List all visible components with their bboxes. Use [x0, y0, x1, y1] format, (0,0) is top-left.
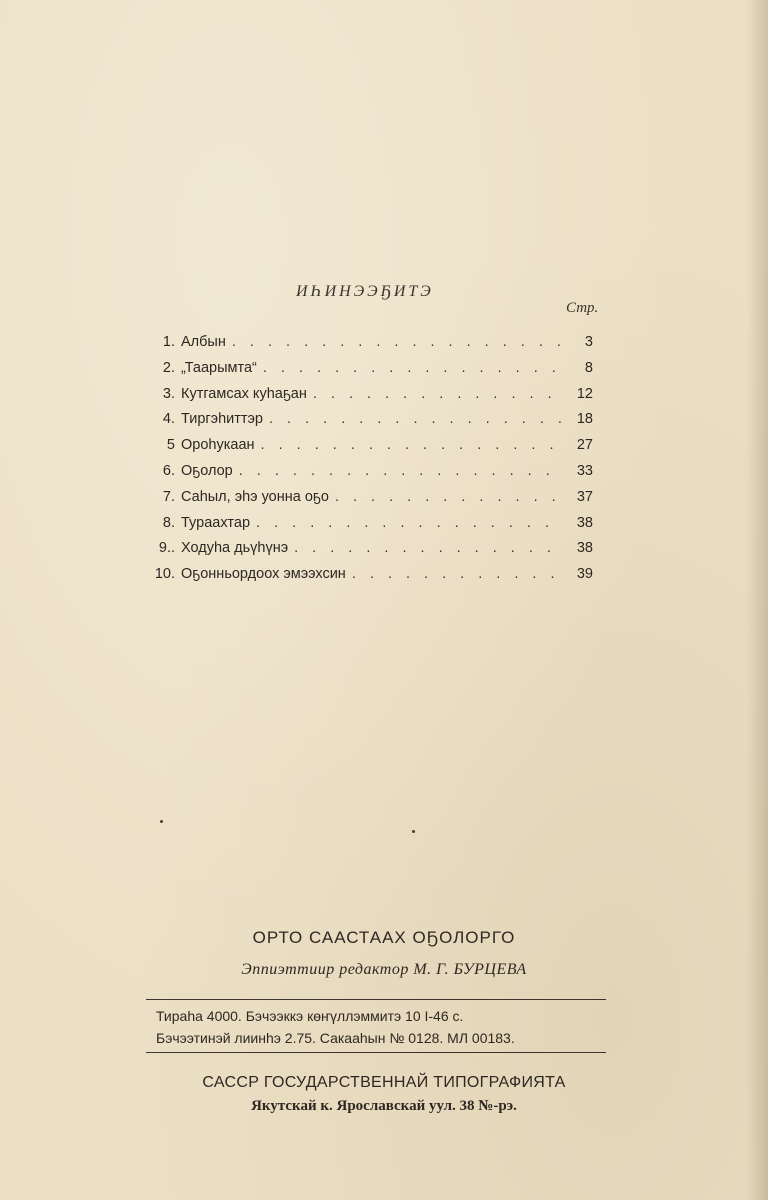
toc-row — [145, 437, 593, 463]
toc-item-number: 8. — [162, 514, 175, 531]
toc-leader-dots — [313, 386, 561, 402]
toc-item-page: 33 — [576, 462, 593, 479]
toc-leader-dots — [269, 411, 561, 427]
toc-leader-dots — [256, 515, 561, 531]
page-edge-shadow — [746, 0, 768, 1200]
toc-item-number: 7. — [162, 488, 175, 505]
imprint-editor: Эппиэттиир редактор М. Г. БУРЦЕВА — [241, 961, 527, 978]
toc-item-page: 38 — [576, 540, 593, 557]
toc-item-title: Ороһукаан — [181, 437, 255, 454]
toc-item-page: 8 — [584, 359, 593, 376]
toc-item-page: 27 — [576, 437, 593, 454]
paper-speck — [160, 820, 163, 823]
toc-item-number: 3. — [162, 385, 175, 402]
paper-speck — [412, 830, 415, 833]
imprint-rule-top — [146, 999, 606, 1000]
toc-row — [145, 360, 593, 386]
toc-item-number: 4. — [162, 411, 175, 428]
toc-row — [145, 566, 593, 592]
toc-row — [145, 515, 593, 541]
toc-leader-dots — [232, 334, 561, 350]
imprint-audience-title: ОРТО СААСТААХ ОҔОЛОРГО — [252, 928, 516, 947]
toc-item-page: 12 — [576, 385, 593, 402]
toc-item-title: Тураахтар — [181, 514, 251, 531]
toc-item-page: 18 — [576, 411, 593, 428]
toc-leader-dots — [261, 437, 561, 453]
toc-item-number: 10. — [154, 566, 175, 583]
toc-row — [145, 463, 593, 489]
toc-item-number: 5 — [166, 437, 175, 454]
toc-item-page: 39 — [576, 566, 593, 583]
toc-item-title: Кутгамсах куһаҕан — [181, 385, 307, 402]
print-info-line-2: Бэчээтинэй лиинһэ 2.75. Сакааһын № 0128. МЛ 00183. — [156, 1030, 515, 1046]
toc-item-number: 9.. — [158, 540, 175, 557]
toc-item-title: „Таарымта“ — [181, 359, 257, 376]
toc-row — [145, 540, 593, 566]
toc-row — [145, 386, 593, 412]
toc-item-title: Албын — [181, 334, 226, 350]
toc-page-label: Стр. — [566, 300, 599, 316]
toc-leader-dots — [263, 360, 561, 376]
printing-house-name: САССР ГОСУДАРСТВЕННАЙ ТИПОГРАФИЯТА — [202, 1074, 566, 1091]
toc-item-page: 3 — [584, 334, 593, 350]
imprint-rule-bottom — [146, 1052, 606, 1053]
toc-item-number: 1. — [162, 334, 175, 350]
toc-item-title: Оҕонньордоох эмээхсин — [181, 566, 346, 583]
toc-item-number: 2. — [162, 359, 175, 376]
toc-leader-dots — [294, 540, 561, 556]
toc-heading: ИҺИНЭЭҔИТЭ — [296, 283, 434, 300]
toc-item-page: 38 — [576, 514, 593, 531]
toc-leader-dots — [239, 463, 561, 479]
toc-item-title: Ходуһа дьүһүнэ — [181, 540, 289, 557]
print-info-line-1: Тираһа 4000. Бэчээккэ көҥүллэммитэ 10 I-46 с. — [156, 1008, 464, 1024]
toc-row — [145, 334, 593, 360]
toc-item-page: 37 — [576, 488, 593, 505]
toc-leader-dots — [335, 489, 561, 505]
toc-item-title: Тиргэһиттэр — [181, 411, 263, 428]
toc-item-number: 6. — [162, 462, 175, 479]
toc-row — [145, 411, 593, 437]
table-of-contents — [145, 334, 593, 592]
toc-item-title: Саһыл, эһэ уонна оҕо — [181, 488, 329, 505]
toc-item-title: Оҕолор — [181, 462, 233, 479]
toc-row — [145, 489, 593, 515]
printing-house-address: Якутскай к. Ярославскай уул. 38 №-рэ. — [251, 1098, 517, 1114]
toc-leader-dots — [352, 566, 561, 582]
